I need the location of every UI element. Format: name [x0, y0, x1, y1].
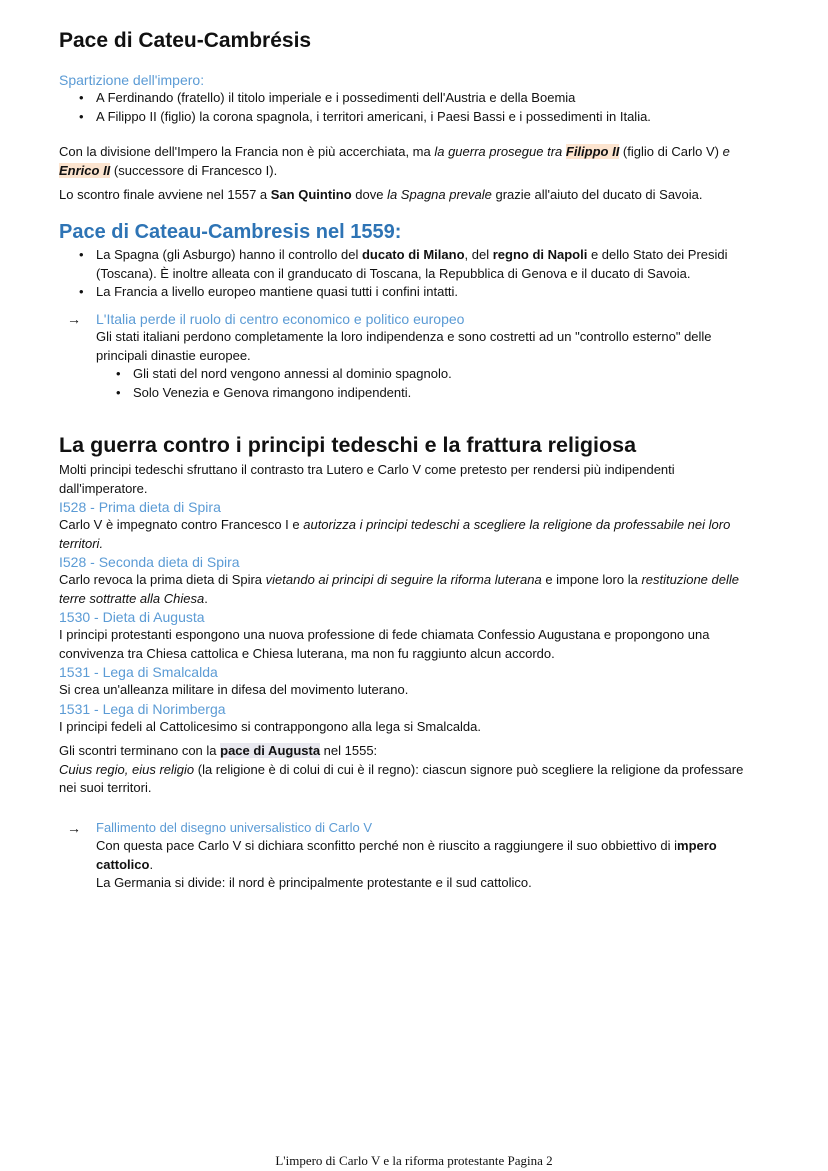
text: e	[722, 144, 730, 159]
section-title: Pace di Cateu-Cambrésis	[59, 29, 312, 52]
text: (figlio di Carlo V)	[619, 144, 723, 159]
pace-list	[59, 246, 799, 302]
text: Con la divisione dell'Impero la Francia non è più accerchiata, ma	[59, 144, 435, 159]
spartizione-block	[59, 71, 799, 126]
arrow-block-italia: → L'Italia perde il ruolo di centro economico e politico europeo Gli stati italiani perdono completamente la loro indipendenza e sono costretti ad un "controllo esterno" delle principali dinastie europee. • Gli stati del nord vengono annessi al dominio spagnolo. • Solo Venezia e Genova rimangono indipendenti.	[59, 310, 799, 402]
highlight: pace di Augusta	[220, 743, 321, 758]
list-item: • Solo Venezia e Genova rimangono indipendenti.	[133, 384, 799, 403]
paragraph	[59, 143, 799, 180]
arrow-icon: →	[67, 820, 81, 836]
section-pace-cateu	[59, 28, 311, 54]
section-pace-1559	[59, 219, 401, 245]
list-item: • La Francia a livello europeo mantiene quasi tutti i confini intatti.	[96, 283, 799, 302]
event-heading: 1531 - Lega di Smalcalda	[59, 664, 218, 680]
section-title: Pace di Cateau-Cambresis nel 1559:	[59, 221, 402, 243]
subheading: L'Italia perde il ruolo di centro economico e politico europeo	[96, 311, 465, 327]
highlight: Filippo II	[565, 144, 620, 159]
text: (successore di Francesco I).	[110, 162, 278, 178]
paragraph: Lo scontro finale avviene nel 1557 a San Quintino dove la Spagna prevale grazie all'aiuto del ducato di Savoia.	[59, 187, 703, 202]
event-heading: I528 - Prima dieta di Spira	[59, 499, 221, 515]
page-footer: L'impero di Carlo V e la riforma protestante Pagina 2	[275, 1153, 553, 1168]
section-guerra	[59, 432, 636, 458]
section-title: La guerra contro i principi tedeschi e la frattura religiosa	[59, 433, 637, 457]
list-item: • A Ferdinando (fratello) il titolo imperiale e i possedimenti dell'Austria e della Boemia	[96, 89, 799, 108]
arrow-icon: →	[67, 311, 81, 327]
subheading: Fallimento del disegno universalistico di Carlo V	[96, 820, 373, 835]
event-heading: 1530 - Dieta di Augusta	[59, 609, 205, 625]
event-heading: 1531 - Lega di Norimberga	[59, 700, 226, 717]
arrow-block-fallimento: → Fallimento del disegno universalistico di Carlo V Con questa pace Carlo V si dichiara sconfitto perché non è riuscito a raggiungere il suo obbiettivo di impero cattolico. La Germania si divide: il nord è principalmente protestante e il sud cattolico.	[59, 819, 799, 893]
spartizione-list	[59, 89, 799, 126]
list-item: • A Filippo II (figlio) la corona spagnola, i territori americani, i Paesi Bassi e i possedimenti in Italia.	[96, 108, 799, 127]
list-item: • La Spagna (gli Asburgo) hanno il controllo del ducato di Milano, del regno di Napoli e dello Stato dei Presidi (Toscana). È inoltre alleata con il granducato di Toscana, la Repubblica di Genova e il ducato di Savoia.	[96, 246, 799, 283]
list-item: • Gli stati del nord vengono annessi al dominio spagnolo.	[133, 365, 799, 384]
guerra-body: Molti principi tedeschi sfruttano il contrasto tra Lutero e Carlo V come pretesto per rendersi più indipendenti dall'imperatore. I528 - Prima dieta di Spira Carlo V è impegnato contro Francesco I e autorizza i principi tedeschi a scegliere la religione da professabile nei loro territori. I528 - Seconda dieta di Spira Carlo revoca la prima dieta di Spira vietando ai principi di seguire la riforma luterana e impone loro la restituzione delle terre sottratte alla Chiesa. 1530 - Dieta di Augusta I principi protestanti espongono una nuova professione di fede chiamata Confessio Augustana e propongono una convivenza tra Chiesa cattolica e Chiesa luterana, ma non fu raggiunto alcun accordo. 1531 - Lega di Smalcalda Si crea un'alleanza militare in difesa del movimento luterano. 1531 - Lega di Norimberga I principi fedeli al Cattolicesimo si contrappongono alla lega si Smalcalda. Gli scontri terminano con la pace di Augusta nel 1555: Cuius regio, eius religio (la religione è di colui di cui è il regno): ciascun signore può scegliere la religione da professare nei suoi territori.	[59, 461, 799, 798]
subheading: Spartizione dell'impero:	[59, 72, 205, 88]
event-heading: I528 - Seconda dieta di Spira	[59, 554, 240, 570]
text: la guerra prosegue tra	[434, 144, 566, 159]
highlight: Enrico II	[59, 162, 111, 178]
